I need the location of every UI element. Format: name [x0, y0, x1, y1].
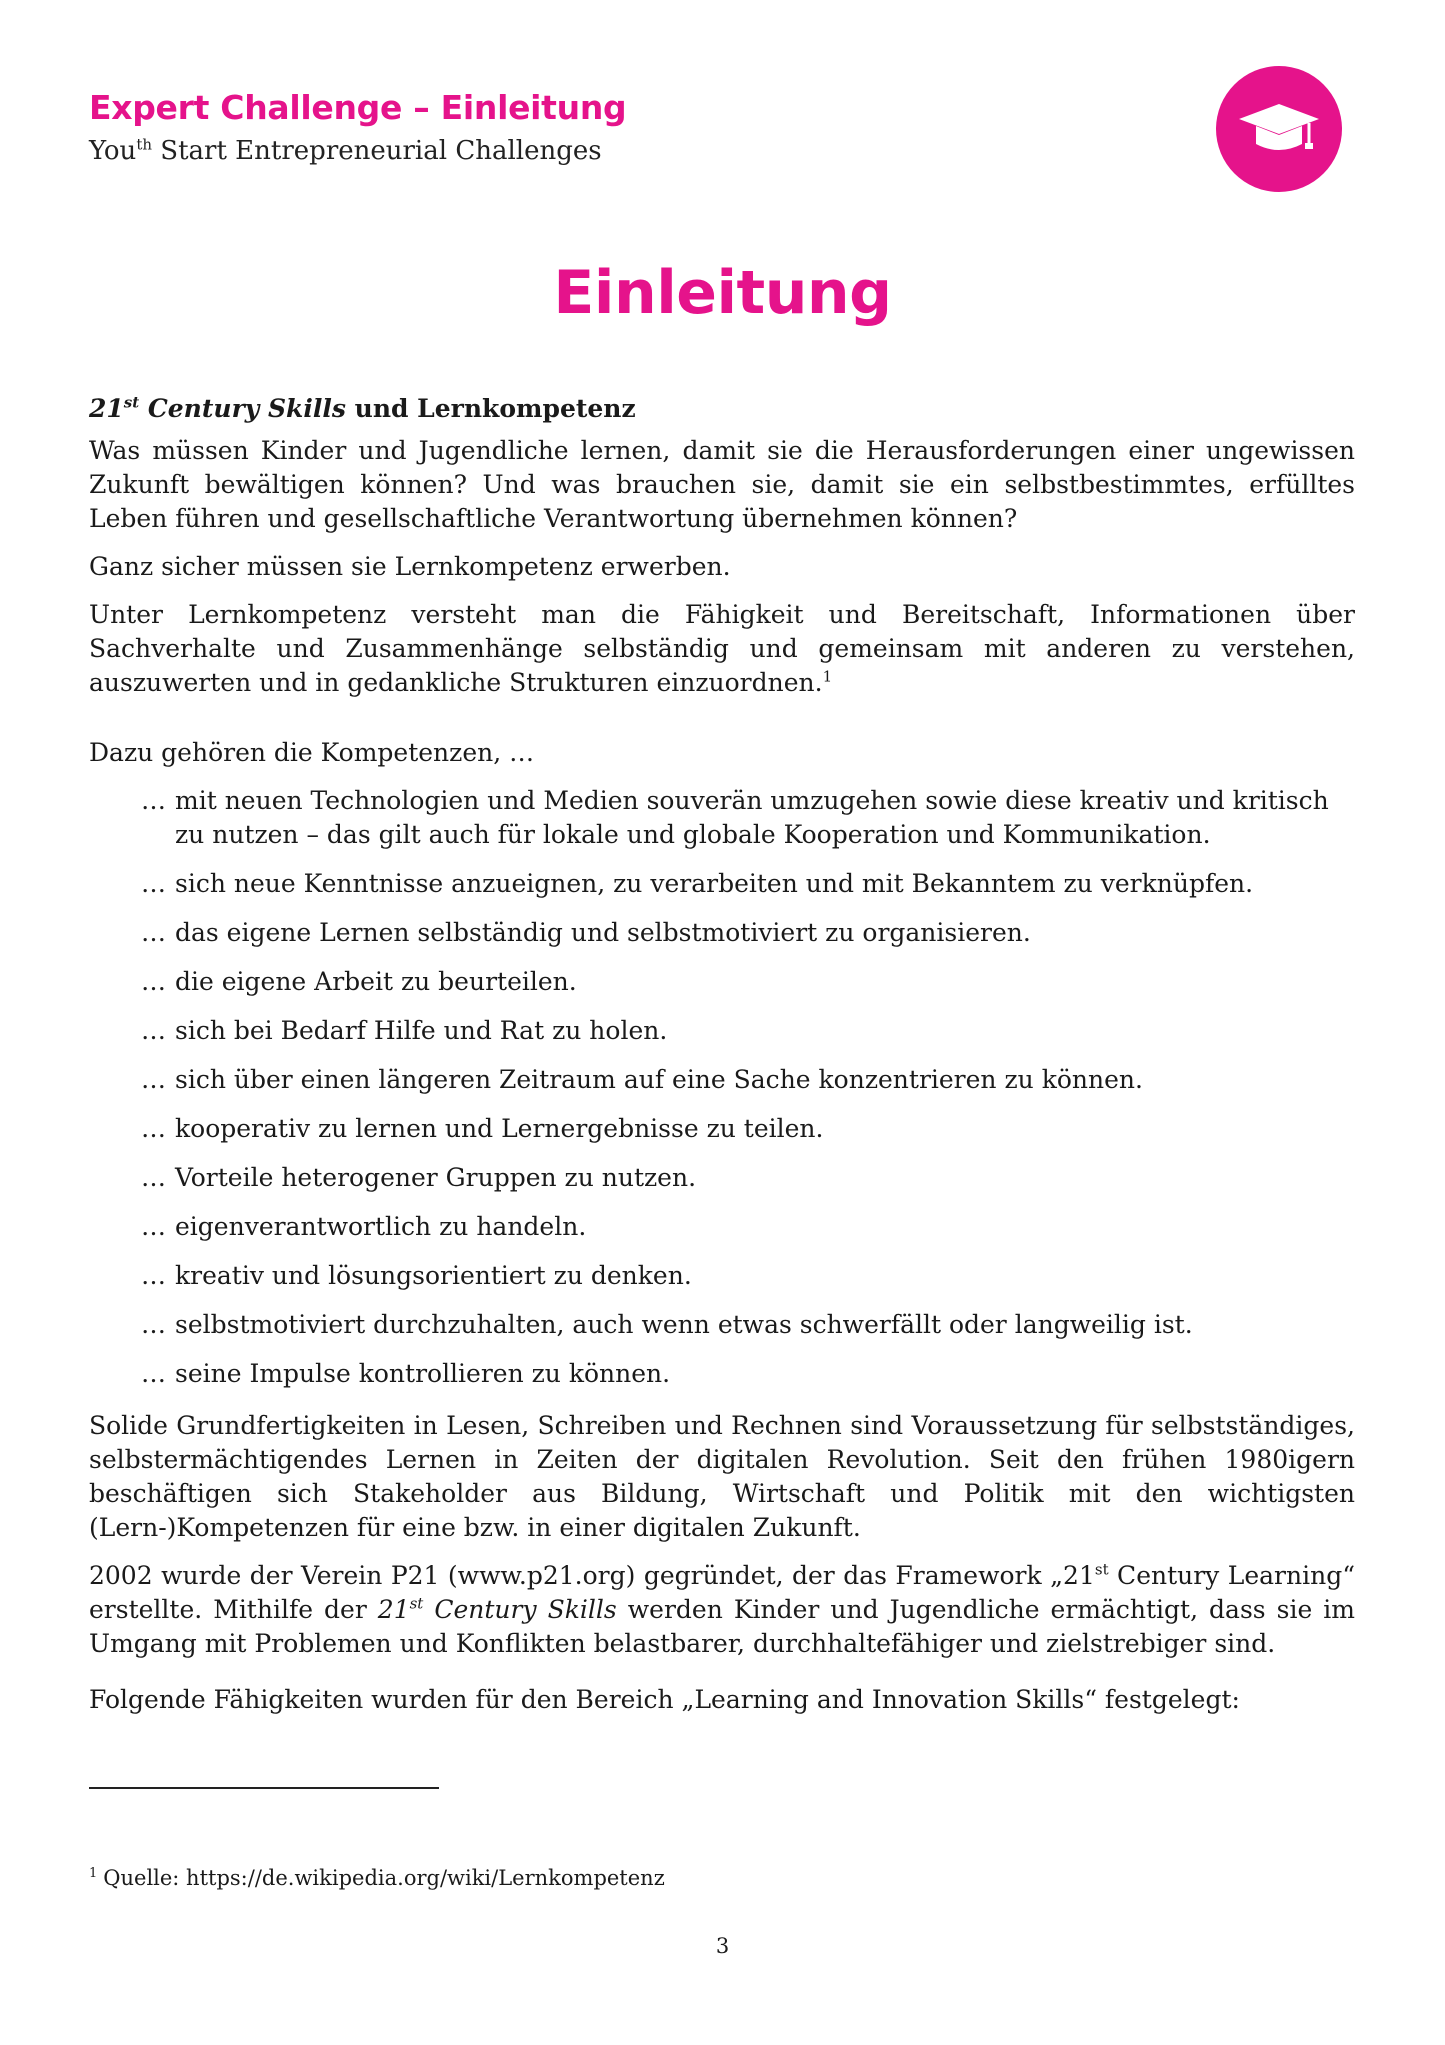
paragraph-4: Dazu gehören die Kompetenzen, …	[89, 738, 535, 767]
section-title-num: 21	[89, 394, 124, 423]
ellipsis-marker: …	[141, 1359, 166, 1388]
footnote-divider	[89, 1787, 439, 1789]
paragraph-7: Folgende Fähigkeiten wurden für den Bereich „Learning and Innovation Skills“ festgelegt:	[89, 1685, 1240, 1714]
list-item: … selbstmotiviert durchzuhalten, auch wenn etwas schwerfällt oder langweilig ist.	[89, 1308, 1355, 1342]
ellipsis-marker: …	[141, 786, 166, 815]
ellipsis-marker: …	[141, 1065, 166, 1094]
list-item: … sich über einen längeren Zeitraum auf eine Sache konzentrieren zu können.	[89, 1063, 1355, 1097]
section-title-italic: Century Skills	[139, 394, 346, 423]
list-item: … seine Impulse kontrollieren zu können.	[89, 1357, 1355, 1391]
paragraph-5: Solide Grundfertigkeiten in Lesen, Schreiben und Rechnen sind Voraussetzung für selbstständiges, selbstermächtigendes Lernen in Zeiten der digitalen Revolution. Seit den frühen 1980igern beschäftigen sich Stakeholder aus Bildung, Wirtschaft und Politik mit den wichtigsten (Lern-)Kompetenzen für eine bzw. in einer digitalen Zukunft.	[89, 1411, 1355, 1542]
footnote-number: 1	[89, 1866, 98, 1881]
graduation-cap-icon	[1216, 66, 1342, 192]
paragraph-3-text: Unter Lernkompetenz versteht man die Fähigkeit und Bereitschaft, Informationen über Sachverhalte und Zusammenhänge selbständig und gemeinsam mit anderen zu verstehen, auszuwerten und in gedankliche Strukturen einzuordnen.	[89, 600, 1355, 697]
header-subtitle	[89, 136, 602, 166]
ellipsis-marker: …	[141, 1261, 166, 1290]
paragraph-1: Was müssen Kinder und Jugendliche lernen, damit sie die Herausforderungen einer ungewissen Zukunft bewältigen können? Und was brauchen sie, damit sie ein selbstbestimmtes, erfülltes Leben führen und gesellschaftliche Verantwortung übernehmen können?	[89, 436, 1355, 533]
list-item: … sich bei Bedarf Hilfe und Rat zu holen.	[89, 1014, 1355, 1048]
ellipsis-marker: …	[141, 1310, 166, 1339]
ellipsis-marker: …	[141, 1212, 166, 1241]
list-item: … kreativ und lösungsorientiert zu denken.	[89, 1259, 1355, 1293]
paragraph-2: Ganz sicher müssen sie Lernkompetenz erwerben.	[89, 552, 731, 581]
subtitle-sup: th	[136, 135, 153, 154]
footnote-ref[interactable]: 1	[822, 667, 833, 686]
list-item: … eigenverantwortlich zu handeln.	[89, 1210, 1355, 1244]
subtitle-rest: Start Entrepreneurial Challenges	[152, 136, 602, 166]
logo-badge	[1216, 66, 1342, 192]
ellipsis-marker: …	[141, 1163, 166, 1192]
page-title: Einleitung	[553, 258, 892, 328]
page-number: 3	[715, 1934, 730, 1958]
list-item: … das eigene Lernen selbständig und selbstmotiviert zu organisieren.	[89, 916, 1355, 950]
footnote	[89, 1866, 665, 1890]
ellipsis-marker: …	[141, 1016, 166, 1045]
list-item: … sich neue Kenntnisse anzueignen, zu verarbeiten und mit Bekanntem zu verknüpfen.	[89, 867, 1355, 901]
paragraph-3	[89, 598, 1355, 700]
footnote-text[interactable]: Quelle: https://de.wikipedia.org/wiki/Lernkompetenz	[103, 1866, 665, 1890]
ellipsis-marker: …	[141, 967, 166, 996]
subtitle-you: You	[89, 136, 137, 166]
list-item: … Vorteile heterogener Gruppen zu nutzen.	[89, 1161, 1355, 1195]
list-item: … kooperativ zu lernen und Lernergebnisse zu teilen.	[89, 1112, 1355, 1146]
list-item: … die eigene Arbeit zu beurteilen.	[89, 965, 1355, 999]
header-title: Expert Challenge – Einleitung	[89, 88, 627, 127]
section-title	[89, 392, 1355, 426]
ellipsis-marker: …	[141, 918, 166, 947]
ellipsis-marker: …	[141, 1114, 166, 1143]
section-title-sup: st	[123, 393, 140, 412]
body-text	[89, 392, 1355, 1731]
ellipsis-marker: …	[141, 869, 166, 898]
list-item: … mit neuen Technologien und Medien souverän umzugehen sowie diese kreativ und kritisch zu nutzen – das gilt auch für lokale und globale Kooperation und Kommunikation.	[141, 786, 1329, 849]
competency-list	[89, 784, 1355, 1391]
section-title-rest: und Lernkompetenz	[345, 394, 636, 423]
paragraph-6: 2002 wurde der Verein P21 (www.p21.org) gegründet, der das Framework „21st Century Learning“ erstellte. Mithilfe der 21st Century Skills werden Kinder und Jugendliche ermächtigt, dass sie im Umgang mit Problemen und Konflikten belastbarer, durchhaltefähiger und zielstrebiger sind.	[89, 1560, 1355, 1658]
